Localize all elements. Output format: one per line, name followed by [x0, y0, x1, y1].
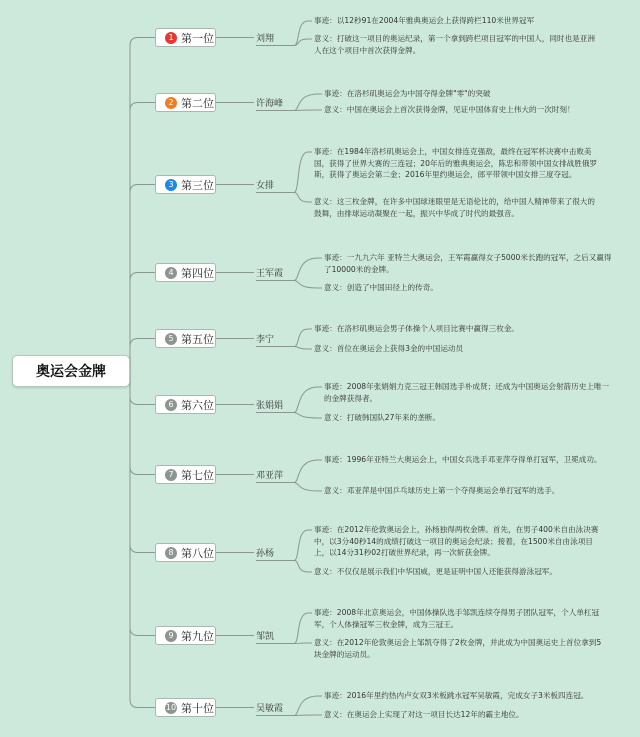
athlete-name[interactable]: 孙杨 — [256, 548, 275, 559]
achievement-text: 事迹：在洛杉矶奥运会男子体操个人项目比赛中赢得三枚金。 — [314, 324, 520, 333]
athlete-name[interactable]: 刘翔 — [256, 33, 275, 44]
significance-text: 意义：打破这一项目的奥运纪录，第一个拿到跨栏项目冠军的中国人，同时也是亚洲人在这个项目中首次获得金牌。 — [314, 34, 595, 55]
rank-label: 第七位 — [181, 468, 214, 482]
branch-line — [130, 185, 155, 193]
rank-node[interactable] — [155, 698, 216, 717]
achievement-text: 事迹：2016年里约热内卢女双3米板跳水冠军吴敏霞，完成女子3米板四连冠。 — [324, 691, 589, 700]
item-connector — [294, 387, 322, 413]
item-connector — [294, 94, 322, 111]
item-connector — [294, 152, 312, 193]
item-connector — [294, 715, 322, 716]
rank-label: 第二位 — [181, 96, 214, 110]
achievement-text: 事迹：2008年张娟娟力克三冠王韩国选手朴成贤；还成为中国奥运会射箭历史上唯一的金牌获得者。 — [324, 382, 610, 403]
rank-number-badge: 10 — [165, 703, 177, 712]
rank-number-badge: 9 — [165, 630, 177, 642]
item-connector — [294, 696, 322, 716]
item-connector — [294, 460, 322, 483]
item-connector — [294, 613, 312, 644]
branch-line — [130, 273, 155, 281]
significance-text: 意义：这三枚金牌，在许多中国球迷眼里是无语伦比的，给中国人精神带来了很大的鼓舞，由排球运动凝聚在一起，振兴中华成了时代的最强音。 — [314, 197, 595, 218]
rank-node[interactable] — [155, 329, 216, 348]
rank-number-badge: 5 — [165, 333, 177, 345]
significance-text: 意义：不仅仅是展示我们中华国威，更是证明中国人还能获得游泳冠军。 — [314, 567, 557, 576]
athlete-name[interactable]: 吴敏霞 — [256, 703, 284, 714]
rank-label: 第十位 — [181, 701, 214, 715]
athlete-name[interactable]: 王军霞 — [256, 268, 284, 279]
athlete-name[interactable]: 邓亚萍 — [256, 470, 284, 481]
achievement-text: 事迹：1996年亚特兰大奥运会上，中国女兵选手邓亚萍夺得单打冠军，卫冕成功。 — [324, 455, 602, 464]
rank-number-badge: 4 — [165, 267, 177, 279]
athlete-name[interactable]: 邹凯 — [256, 631, 275, 642]
rank-node[interactable] — [155, 395, 216, 414]
rank-number-badge: 2 — [165, 97, 177, 109]
significance-text: 意义：打破韩国队27年来的垄断。 — [324, 413, 440, 422]
item-connector — [294, 329, 312, 347]
item-connector — [294, 483, 322, 492]
athlete-name[interactable]: 女排 — [256, 180, 275, 191]
item-connector — [294, 110, 322, 111]
branch-line — [130, 397, 155, 405]
rank-node[interactable] — [155, 263, 216, 282]
significance-text: 意义：中国在奥运会上首次获得金牌，见证中国体育史上伟大的一次时刻！ — [324, 105, 575, 114]
rank-node[interactable] — [155, 626, 216, 645]
athlete-name[interactable]: 张娟娟 — [256, 400, 284, 411]
rank-node[interactable] — [155, 543, 216, 562]
achievement-text: 事迹：一九九六年 亚特兰大奥运会，王军霞赢得女子5000米长跑的冠军，之后又赢得了10000米的金牌。 — [324, 253, 612, 274]
item-connector — [294, 643, 312, 644]
rank-number-badge: 6 — [165, 399, 177, 411]
item-connector — [294, 281, 322, 289]
significance-text: 意义：邓亚萍是中国乒乓球历史上第一个夺得奥运会单打冠军的选手。 — [324, 486, 560, 495]
branch-line — [130, 628, 155, 636]
rank-node[interactable] — [155, 465, 216, 484]
significance-text: 意义：首位在奥运会上获得3金的中国运动员 — [314, 344, 464, 353]
item-connector — [294, 347, 312, 350]
athlete-name[interactable]: 许海峰 — [256, 98, 284, 109]
item-connector — [294, 21, 312, 46]
root-node[interactable]: 奥运会金牌 — [12, 355, 130, 387]
item-connector — [294, 413, 322, 419]
rank-label: 第八位 — [181, 546, 214, 560]
branch-line — [130, 103, 155, 111]
rank-number-badge: 8 — [165, 547, 177, 559]
achievement-text: 事迹：2008年北京奥运会，中国体操队选手邹凯连续夺得男子团队冠军，个人单杠冠军，个人体操冠军三枚金牌，成为三冠王。 — [314, 608, 600, 629]
item-connector — [294, 258, 322, 281]
athlete-name[interactable]: 李宁 — [256, 334, 275, 345]
significance-text: 意义：在奥运会上实现了对这一项目长达12年的霸主地位。 — [324, 710, 524, 719]
item-connector — [294, 193, 312, 203]
item-connector — [294, 39, 312, 46]
rank-node[interactable] — [155, 28, 216, 47]
rank-label: 第四位 — [181, 266, 214, 280]
rank-label: 第五位 — [181, 332, 214, 346]
achievement-text: 事迹：在1984年洛杉矶奥运会上，中国女排连克强敌，最终在冠军杯决赛中击败美国，获得了世界大赛的三连冠；20年后的雅典奥运会，陈忠和带领中国女排战胜俄罗斯，获得了奥运会第二金；2016年里约奥运会，郎平带领中国女排三度夺冠。 — [314, 147, 598, 179]
item-connector — [294, 530, 312, 561]
branch-line — [130, 700, 155, 708]
significance-text: 意义：创造了中国田径上的传奇。 — [324, 283, 438, 292]
rank-label: 第三位 — [181, 178, 214, 192]
branch-line — [130, 339, 155, 347]
rank-label: 第一位 — [181, 31, 214, 45]
branch-line — [130, 545, 155, 553]
rank-node[interactable] — [155, 175, 216, 194]
achievement-text: 事迹：以12秒91在2004年雅典奥运会上获得跨栏110米世界冠军 — [314, 16, 535, 25]
branch-line — [130, 467, 155, 475]
rank-label: 第九位 — [181, 629, 214, 643]
achievement-text: 事迹：在2012年伦敦奥运会上，孙杨独得两枚金牌。首先，在男子400米自由泳决赛中，以3分40秒14的成绩打破这一项目的奥运会纪录；接着，在1500米自由泳项目上，以14分31秒02打破世界纪录，再一次斩获金牌。 — [314, 525, 599, 557]
rank-number-badge: 3 — [165, 179, 177, 191]
item-connector — [294, 561, 312, 573]
branch-line — [130, 38, 155, 46]
significance-text: 意义：在2012年伦敦奥运会上邹凯夺得了2枚金牌，并此成为中国奥运史上首位拿到5块金牌的运动员。 — [314, 638, 602, 659]
rank-label: 第六位 — [181, 398, 214, 412]
rank-node[interactable] — [155, 93, 216, 112]
rank-number-badge: 1 — [165, 32, 177, 44]
rank-number-badge: 7 — [165, 469, 177, 481]
achievement-text: 事迹：在洛杉矶奥运会为中国夺得金牌"零"的突破 — [324, 89, 491, 98]
